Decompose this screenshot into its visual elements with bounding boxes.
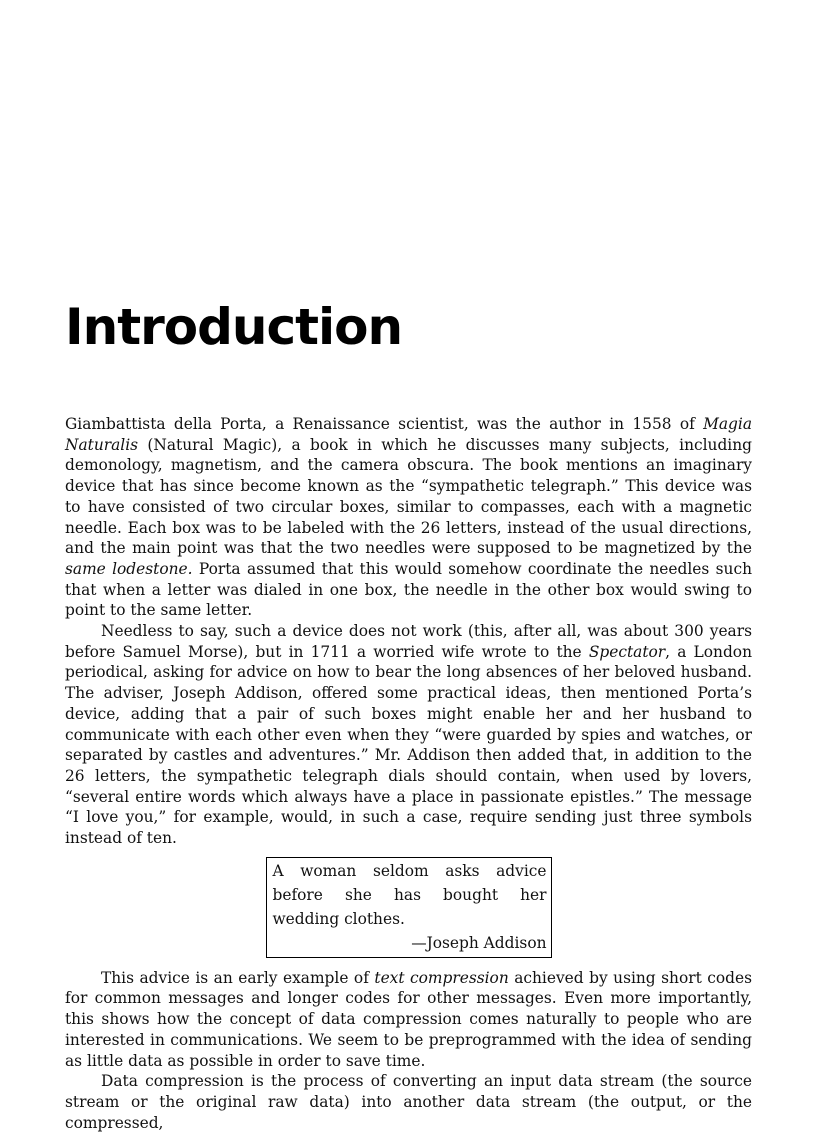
paragraph-text: Data compression is the process of converting an input data stream (the source stream or the original raw data) into another data stream (the output, or the compressed, [65, 1072, 752, 1132]
emphasis-text-compression: text compression [374, 968, 509, 987]
paragraph-text: (Natural Magic), a book in which he discusses many subjects, including demonology, magnetism, and the camera obscura. The book mentions an imaginary device that has since become known as the “sympathetic telegraph.” This device was to have consisted of two circular boxes, similar to compasses, each with a magnetic needle. Each box was to be labeled with the 26 letters, instead of the usual directions, and the main point was that the two needles were supposed to be magnetized by the [65, 435, 752, 558]
quote-box [266, 857, 552, 958]
paragraph-text: Porta assumed that this would somehow coordinate the needles such that when a letter was dialed in one box, the needle in the other box would swing to point to the same letter. [65, 559, 752, 620]
paragraph-data-compression [65, 1071, 752, 1133]
paragraph-text: Needless to say, such a device does not work (this, after all, was about 300 years before Samuel Morse), but in 1711 a worried wife wrote to the [65, 622, 752, 661]
paragraph-text: achieved by using short codes for common messages and longer codes for other messages. Even more importantly, this shows how the concept of data compression comes naturally to people who are interested in communications. We seem to be preprogrammed with the idea of sending as little data as possible in order to save time. [65, 968, 752, 1070]
paragraph-text: This advice is an early example of [101, 968, 375, 987]
chapter-body [65, 414, 752, 1133]
paragraph-addison [65, 621, 752, 849]
periodical-title-spectator: Spectator [588, 642, 666, 661]
paragraph-text: , a London periodical, asking for advice on how to bear the long absences of her beloved husband. The adviser, Joseph Addison, offered some practical ideas, then mentioned Porta’s device, adding that a pair of such boxes might enable her and her husband to communicate with each other even when they “were guarded by spies and watches, or separated by castles and adventures.” Mr. Addison then added that, in addition to the 26 letters, the sympathetic telegraph dials should contain, when used by lovers, “several entire words which always have a place in passionate epistles.” The message “I love you,” for example, would, in such a case, require sending just three symbols instead of ten. [65, 642, 752, 848]
book-title-magia-naturalis: Magia Naturalis [65, 415, 752, 454]
paragraph-porta [65, 414, 752, 621]
paragraph-text: Giambattista della Porta, a Renaissance scientist, was the author in 1558 of [65, 415, 704, 433]
emphasis-same-lodestone: same lodestone. [65, 559, 193, 578]
quote-author: —Joseph Addison [411, 933, 547, 952]
paragraph-text-compression [65, 968, 752, 1072]
quote-text: A woman seldom asks advice before she has bought her wedding clothes. [272, 861, 547, 928]
chapter-title: Introduction [65, 298, 403, 356]
